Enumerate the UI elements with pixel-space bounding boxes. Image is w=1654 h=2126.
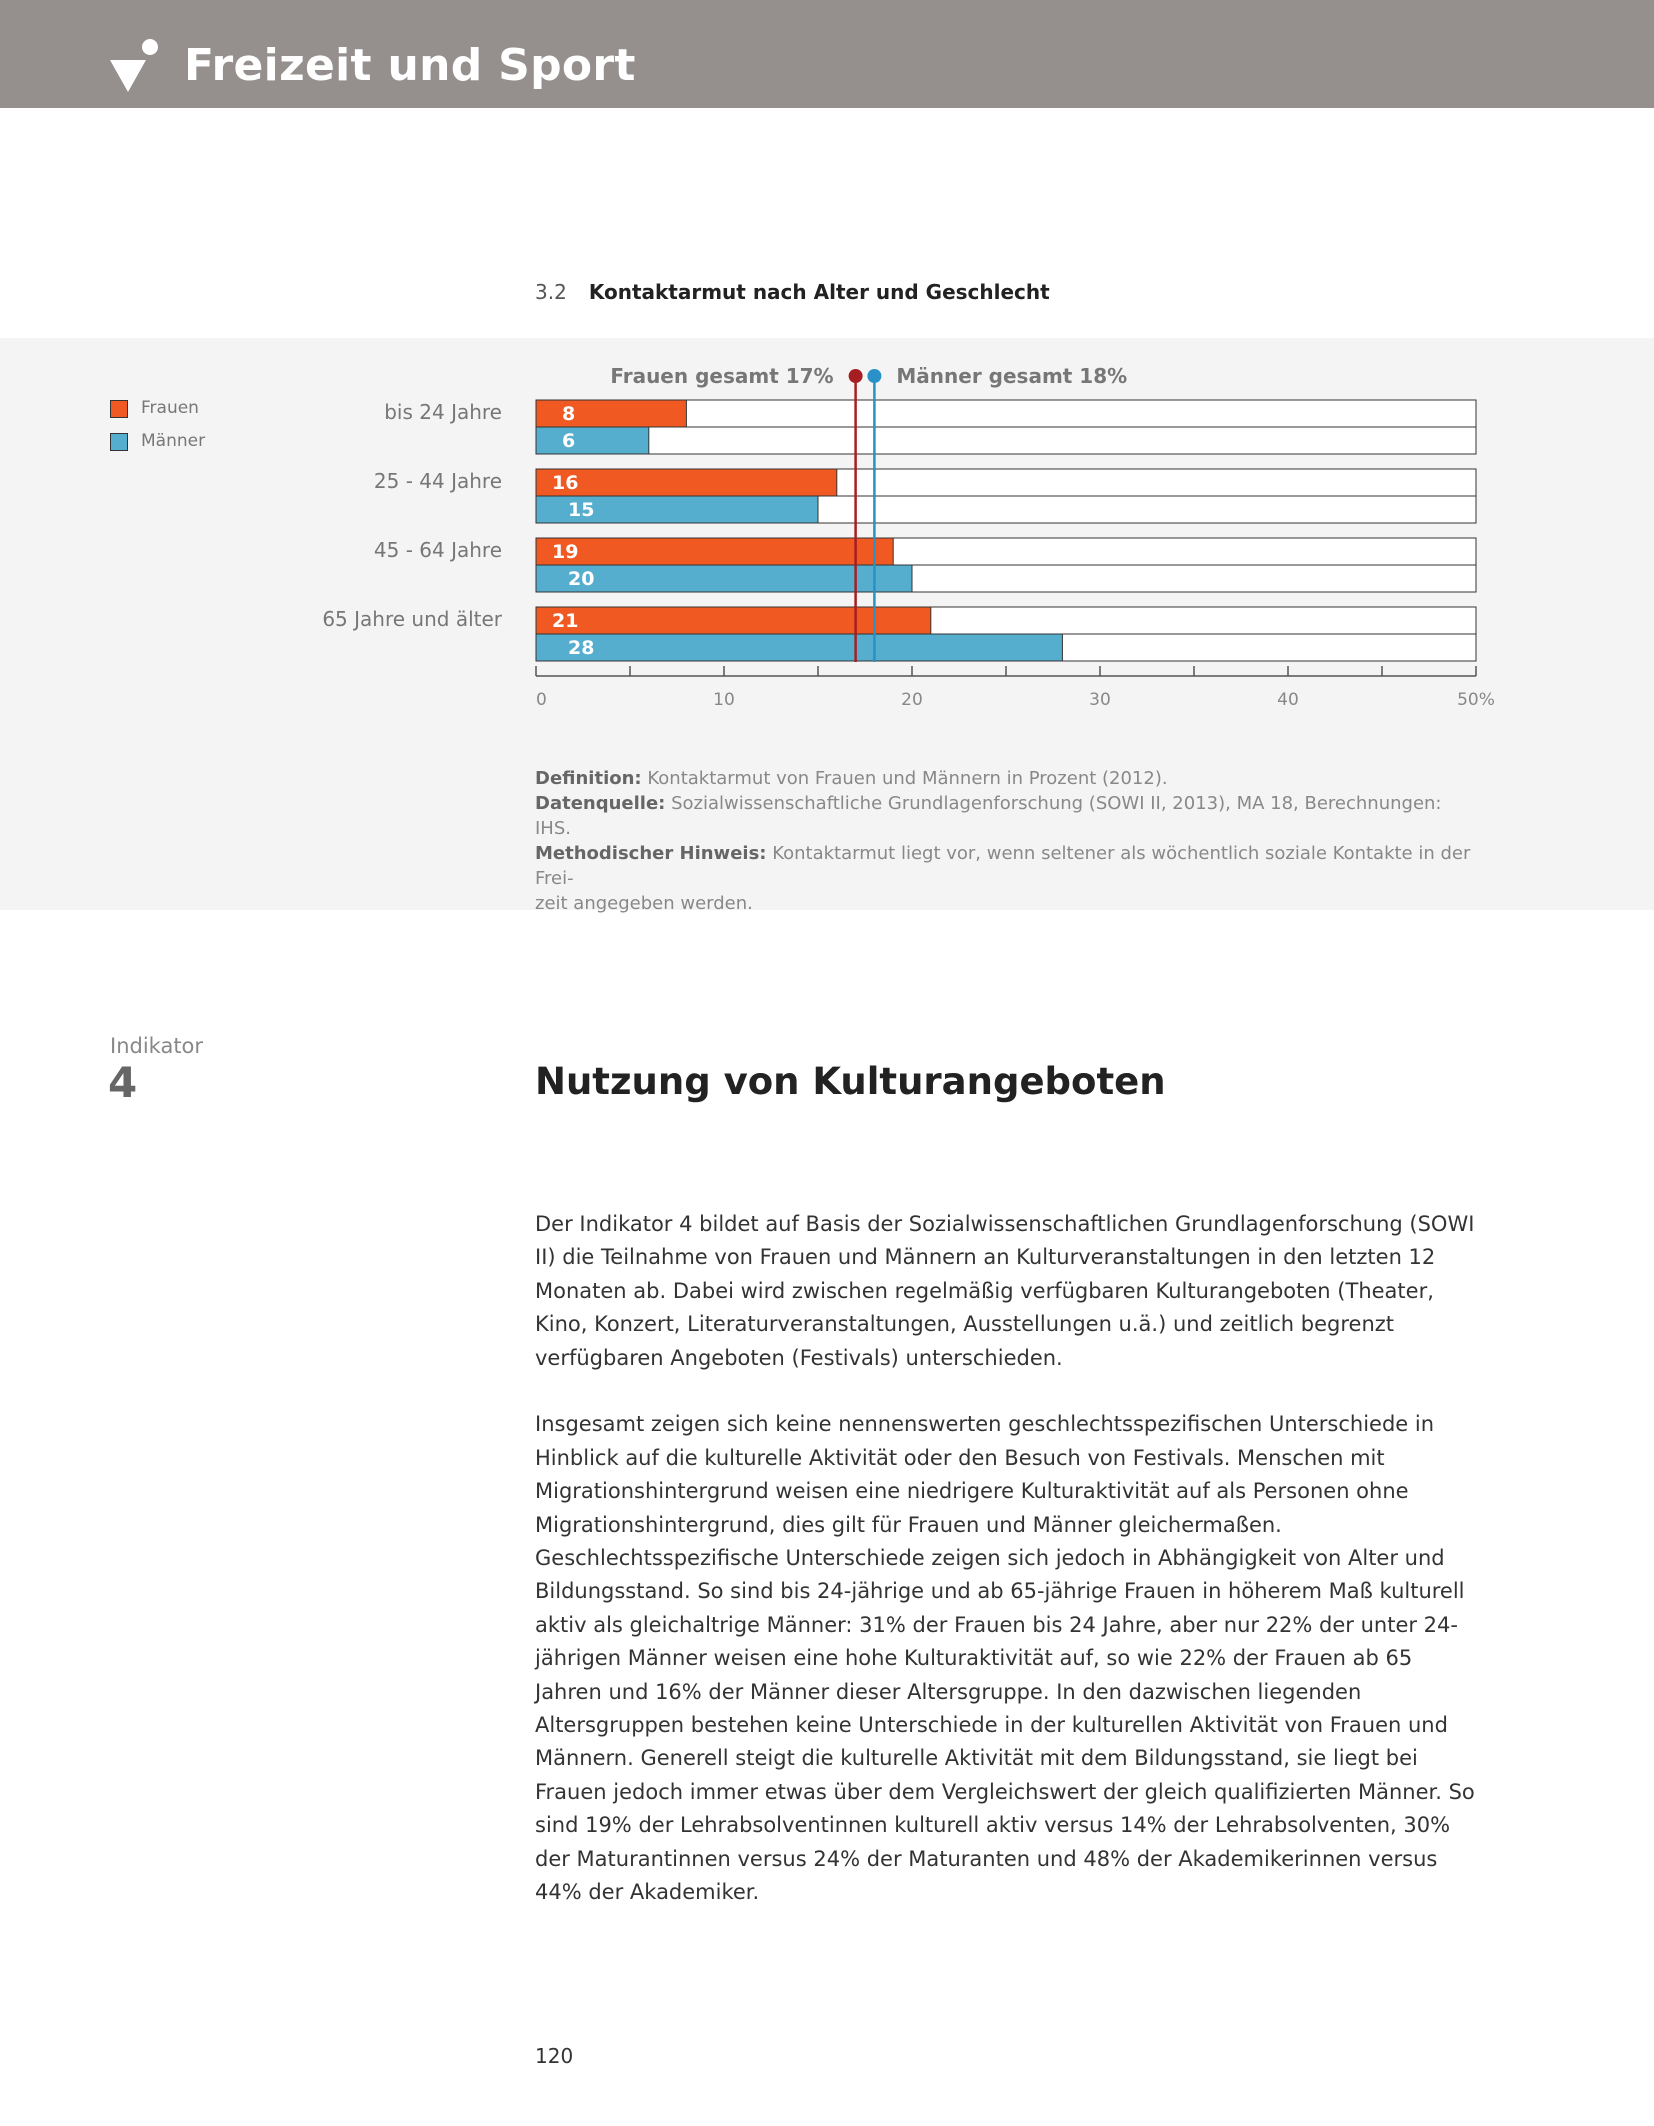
bar-value-label: 28 (568, 637, 595, 659)
note-method-label: Methodischer Hinweis: (535, 843, 767, 864)
category-label: 25 - 44 Jahre (373, 469, 502, 493)
body-text (535, 1208, 1485, 1943)
reference-marker (849, 369, 863, 383)
note-definition-label: Definition: (535, 768, 642, 789)
page-header (0, 0, 1654, 108)
note-source (535, 791, 1475, 841)
x-tick-label: 50% (1457, 690, 1495, 710)
chart-heading (535, 280, 1050, 304)
legend-label-frauen: Frauen (141, 398, 199, 418)
chart-number: 3.2 (535, 280, 567, 304)
bar-value-label: 19 (552, 541, 579, 563)
reference-marker (867, 369, 881, 383)
reference-label: Frauen gesamt 17% (610, 364, 834, 388)
bar-value-label: 20 (568, 568, 595, 590)
indicator-number: 4 (108, 1058, 138, 1107)
bar-value-label: 21 (552, 610, 579, 632)
reference-label: Männer gesamt 18% (896, 364, 1128, 388)
page-number: 120 (535, 2044, 574, 2068)
note-method-continued: zeit angegeben werden. (535, 893, 753, 914)
body-paragraph: Insgesamt zeigen sich keine nennenswerten geschlechtsspezifischen Unterschiede in Hinblick auf die kulturelle Aktivität oder den Besuch von Festivals. Menschen mit Migrationshintergrund weisen eine niedrigere Kulturaktivität auf als Personen ohne Migrationshintergrund, dies gilt für Frauen und Männer gleichermaßen. Geschlechtsspezifische Unterschiede zeigen sich jedoch in Abhängigkeit von Alter und Bildungsstand. So sind bis 24-jährige und ab 65-jährige Frauen in höherem Maß kulturell aktiv als gleichaltrige Männer: 31% der Frauen bis 24 Jahre, aber nur 22% der unter 24-jährigen Männer weisen eine hohe Kulturaktivität auf, so wie 22% der Frauen ab 65 Jahren und 16% der Männer dieser Altersgruppe. In den dazwischen liegenden Altersgruppen bestehen keine Unterschiede in der kulturellen Aktivität von Frauen und Männern. Generell steigt die kulturelle Aktivität mit dem Bildungsstand, sie liegt bei Frauen jedoch immer etwas über dem Vergleichswert der gleich qualifizierten Männer. So sind 19% der Lehrabsolventinnen kulturell aktiv versus 14% der Lehrabsolventen, 30% der Maturantinnen versus 24% der Maturanten und 48% der Akademikerinnen versus 44% der Akademiker. (535, 1412, 1475, 1905)
logo-icon (108, 38, 168, 98)
note-definition-text: Kontaktarmut von Frauen und Männern in Prozent (2012). (641, 768, 1168, 789)
bar-value-label: 6 (562, 430, 576, 452)
legend-label-maenner: Männer (141, 431, 206, 451)
bar-frauen (536, 607, 931, 634)
x-tick-label: 40 (1277, 690, 1299, 710)
note-definition (535, 766, 1475, 791)
category-label: 45 - 64 Jahre (373, 538, 502, 562)
x-tick-label: 10 (713, 690, 735, 710)
bar-frauen (536, 538, 893, 565)
chart-title: Kontaktarmut nach Alter und Geschlecht (588, 280, 1050, 304)
bar-maenner (536, 427, 649, 454)
bar-chart (0, 338, 1654, 758)
bar-value-label: 16 (552, 472, 579, 494)
indicator-label: Indikator (110, 1034, 204, 1058)
x-tick-label: 0 (536, 690, 547, 710)
chart-notes (535, 766, 1475, 916)
bar-value-label: 8 (562, 403, 576, 425)
x-tick-label: 20 (901, 690, 923, 710)
note-method (535, 841, 1475, 891)
header-title: Freizeit und Sport (184, 40, 636, 91)
bar-frauen (536, 400, 686, 427)
category-label: 65 Jahre und älter (322, 607, 502, 631)
category-label: bis 24 Jahre (384, 400, 502, 424)
body-paragraph: Der Indikator 4 bildet auf Basis der Sozialwissenschaftlichen Grundlagenforschung (SOWI II) die Teilnahme von Frauen und Männern an Kulturveranstaltungen in den letzten 12 Monaten ab. Dabei wird zwischen regelmäßig verfügbaren Kulturangeboten (Theater, Kino, Konzert, Literaturveranstaltungen, Ausstellungen u.ä.) und zeitlich begrenzt verfügbaren Angeboten (Festivals) unterschieden. (535, 1212, 1475, 1370)
bar-value-label: 15 (568, 499, 595, 521)
note-source-text: Sozialwissenschaftliche Grundlagenforschung (SOWI II, 2013), MA 18, Berechnungen: IHS. (535, 793, 1442, 839)
bar-maenner (536, 634, 1062, 661)
note-method-text-1: Kontaktarmut liegt vor, wenn seltener als wöchentlich soziale Kontakte in der Frei- (535, 843, 1471, 889)
section-title: Nutzung von Kulturangeboten (535, 1060, 1166, 1103)
bar-frauen (536, 469, 837, 496)
x-tick-label: 30 (1089, 690, 1111, 710)
note-source-label: Datenquelle: (535, 793, 666, 814)
bar-track (536, 427, 1476, 454)
